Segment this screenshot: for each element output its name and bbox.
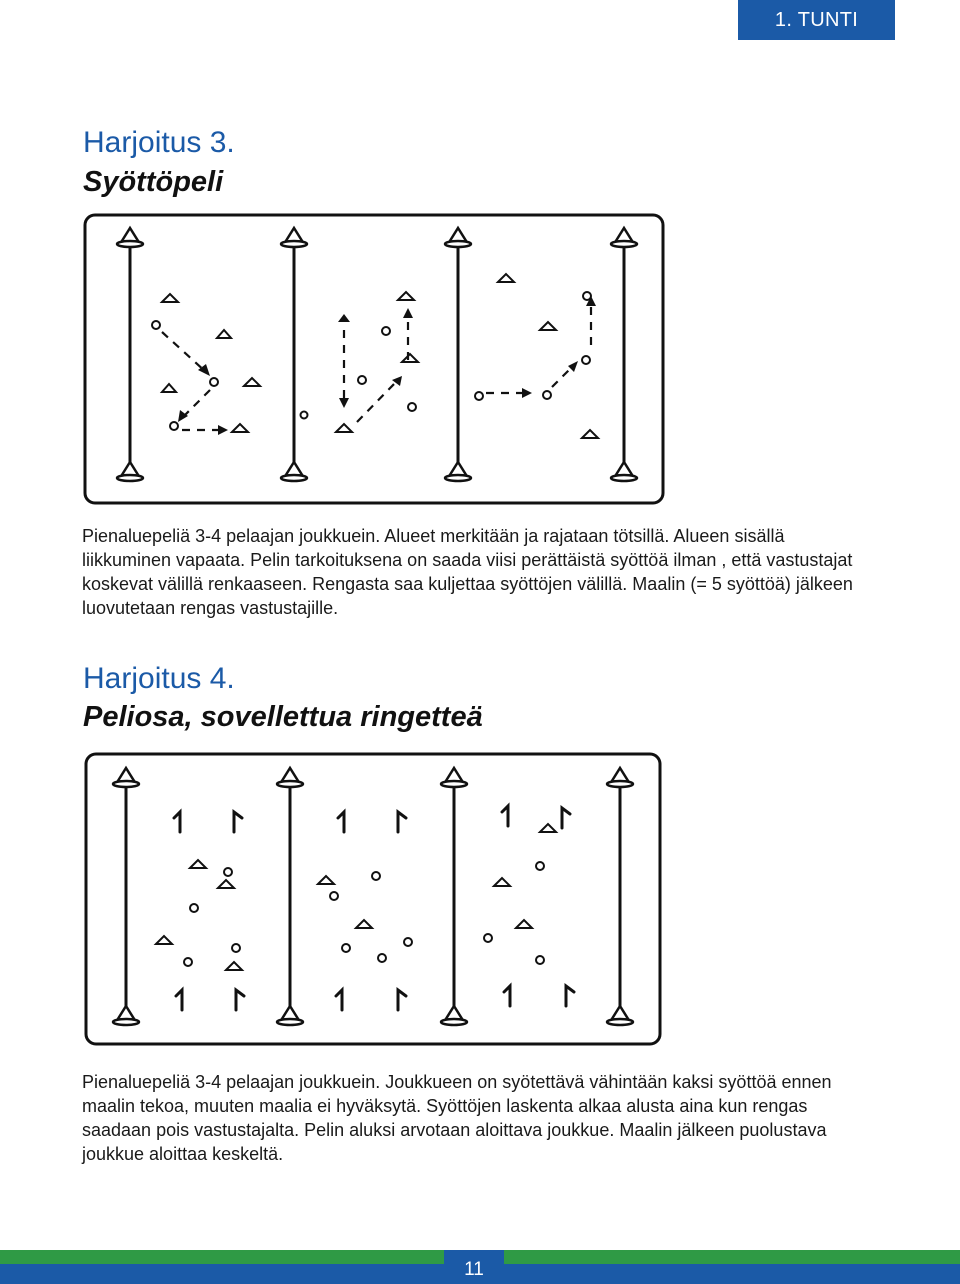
- arrow-head-icon: [178, 296, 596, 435]
- player-triangle-icon: [156, 824, 556, 970]
- exercise3-subtitle: Syöttöpeli: [83, 166, 224, 198]
- cone-icon: [113, 768, 633, 1025]
- ringette-game-diagram: [82, 748, 664, 1050]
- chapter-tab: 1. TUNTI: [738, 0, 895, 40]
- player-circle-icon: [152, 292, 591, 430]
- player-triangle-icon: [162, 274, 598, 438]
- exercise4-description: Pienaluepeliä 3-4 pelaajan joukkuein. Joukkueen on syötettävä vähintään kaksi syöttöä ennen maalin tekoa, muuten maalia ei hyväksytä. Syöttöjen laskenta alkaa alusta aina kun rengas saadaan pois vastustajalta. Pelin aluksi arvotaan aloittava joukkue. Maalin jälkeen puolustava joukkue aloittaa keskeltä.: [82, 1072, 832, 1164]
- exercise3-description: Pienaluepeliä 3-4 pelaajan joukkuein. Alueet merkitään ja rajataan tötsillä. Alueen sisällä liikkuminen vapaata. Pelin tarkoituksena on saada viisi perättäistä syöttöä ilman , että vastustajat koskevat välillä renkaaseen. Rengasta saa kuljettaa syöttöjen välillä. Maalin (= 5 syöttöä) jälkeen luovutetaan rengas vastustajille.: [82, 526, 853, 618]
- passing-game-diagram: [82, 210, 668, 508]
- goalkeeper-icon: [174, 806, 574, 1010]
- exercise4-title: Harjoitus 4.: [83, 662, 235, 695]
- cone-icon: [117, 228, 637, 481]
- page-number: 11: [444, 1250, 504, 1284]
- exercise3-title: Harjoitus 3.: [83, 126, 235, 159]
- exercise4-subtitle: Peliosa, sovellettua ringetteä: [83, 701, 483, 733]
- player-circle-icon: [184, 862, 544, 966]
